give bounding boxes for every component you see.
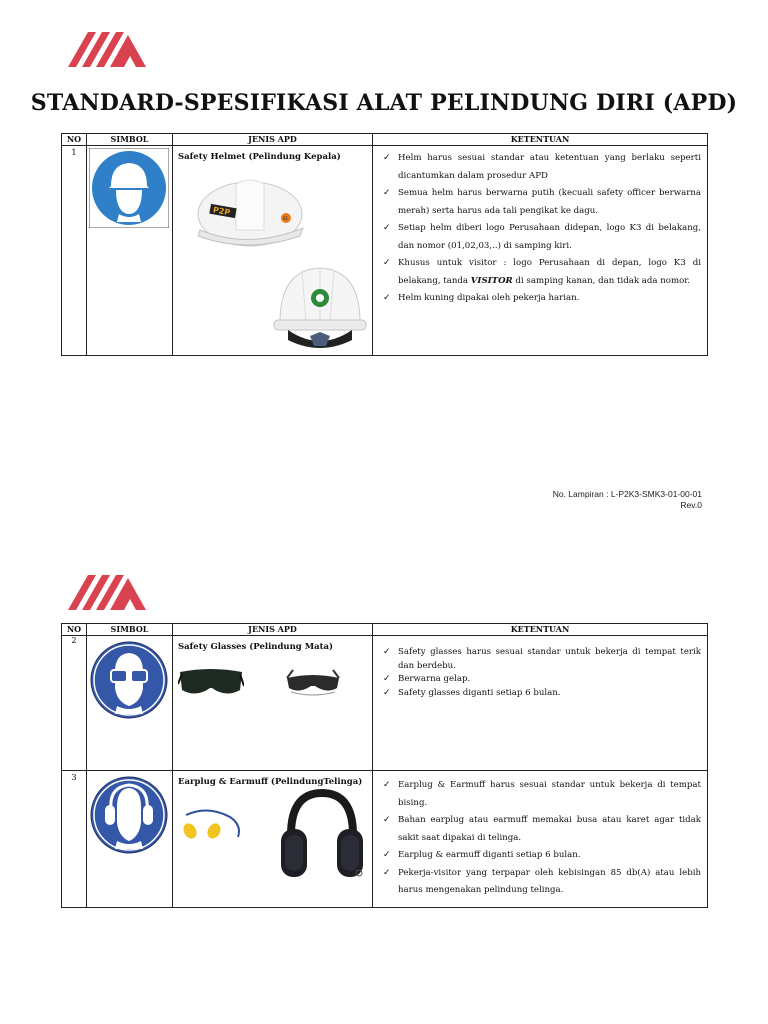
checkmark-icon: ✓ bbox=[383, 258, 391, 268]
checkmark-icon: ✓ bbox=[383, 867, 391, 878]
header-jenis: JENIS APD bbox=[173, 134, 373, 146]
header-simbol: SIMBOL bbox=[87, 624, 173, 636]
checkmark-icon: ✓ bbox=[383, 153, 391, 163]
table-header-row bbox=[62, 624, 708, 636]
sport-safety-glasses-image bbox=[285, 664, 341, 704]
company-logo bbox=[66, 30, 148, 68]
rules-list bbox=[373, 636, 707, 700]
list-item: ✓ Berwarna gelap. bbox=[383, 673, 701, 687]
list-item: ✓ Helm harus sesuai standar atau ketentuan yang berlaku seperti dicantumkan dalam prosedur APD bbox=[383, 150, 701, 185]
list-item: ✓ Khusus untuk visitor : logo Perusahaan di depan, logo K3 di belakang, tanda VISITOR di samping kanan, dan tidak ada nomor. bbox=[383, 255, 701, 290]
jenis-label: Earplug & Earmuff (PelindungTelinga) bbox=[178, 777, 363, 787]
checkmark-icon: ✓ bbox=[383, 780, 391, 790]
checkmark-icon: ✓ bbox=[383, 815, 391, 825]
document-reference bbox=[553, 489, 702, 511]
visitor-emphasis: VISITOR bbox=[470, 275, 513, 286]
white-helmet-front-image bbox=[188, 170, 308, 250]
dark-safety-glasses-image bbox=[178, 664, 244, 704]
helmet-logo-text: P2P bbox=[212, 205, 231, 218]
list-item: ✓ Helm kuning dipakai oleh pekerja harian. bbox=[383, 290, 701, 308]
symbol-cell bbox=[87, 771, 173, 908]
table-row bbox=[62, 146, 708, 356]
jenis-cell bbox=[173, 771, 373, 908]
header-jenis: JENIS APD bbox=[173, 624, 373, 636]
table-row bbox=[62, 771, 708, 908]
list-item: ✓ Safety glasses harus sesuai standar untuk bekerja di tempat terik dan berdebu. bbox=[383, 647, 701, 671]
page-title: STANDARD-SPESIFIKASI ALAT PELINDUNG DIRI (APD) bbox=[30, 90, 738, 116]
helmet-number: 01 bbox=[283, 216, 289, 221]
list-item: ✓ Pekerja-visitor yang terpapar oleh kebisingan 85 db(A) atau lebih harus mengenakan pelindung telinga. bbox=[383, 865, 701, 900]
list-item: ✓ Earplug & earmuff diganti setiap 6 bulan. bbox=[383, 847, 701, 865]
jenis-label: Safety Helmet (Pelindung Kepala) bbox=[178, 152, 341, 162]
table-row bbox=[62, 636, 708, 771]
table-header-row bbox=[62, 134, 708, 146]
earplug-image bbox=[178, 801, 252, 847]
row-number: 3 bbox=[62, 771, 87, 908]
header-simbol: SIMBOL bbox=[87, 134, 173, 146]
checkmark-icon: ✓ bbox=[383, 850, 391, 860]
checkmark-icon: ✓ bbox=[383, 674, 391, 684]
list-item: ✓ Setiap helm diberi logo Perusahaan didepan, logo K3 di belakang, dan nomor (01,02,03,..) di samping kiri. bbox=[383, 220, 701, 255]
earmuff-image bbox=[277, 789, 367, 885]
header-ketentuan: KETENTUAN bbox=[373, 134, 708, 146]
ear-protection-mandatory-icon bbox=[89, 775, 169, 855]
jenis-cell bbox=[173, 636, 373, 771]
checkmark-icon: ✓ bbox=[383, 687, 391, 698]
symbol-cell bbox=[87, 636, 173, 771]
checkmark-icon: ✓ bbox=[383, 223, 391, 233]
ketentuan-cell bbox=[373, 146, 708, 356]
list-item: ✓ Bahan earplug atau earmuff memakai busa atau karet agar tidak sakit saat dipakai di telinga. bbox=[383, 812, 701, 847]
helmet-mandatory-icon bbox=[89, 148, 169, 228]
list-item: ✓ Earplug & Earmuff harus sesuai standar untuk bekerja di tempat bising. bbox=[383, 777, 701, 812]
lampiran-number: No. Lampiran : L-P2K3-SMK3-01-00-01 bbox=[552, 489, 702, 499]
apd-table-1 bbox=[61, 133, 708, 356]
ketentuan-cell bbox=[373, 771, 708, 908]
rules-list bbox=[373, 146, 707, 308]
checkmark-icon: ✓ bbox=[383, 188, 391, 198]
row-number: 2 bbox=[62, 636, 87, 771]
rules-list bbox=[373, 771, 707, 900]
header-ketentuan: KETENTUAN bbox=[373, 624, 708, 636]
list-item: ✓ Semua helm harus berwarna putih (kecuali safety officer berwarna merah) serta harus ada tali pengikat ke dagu. bbox=[383, 185, 701, 220]
company-logo bbox=[66, 573, 148, 611]
header-no: NO bbox=[62, 624, 87, 636]
header-no: NO bbox=[62, 134, 87, 146]
list-item: ✓ Safety glasses diganti setiap 6 bulan. bbox=[383, 687, 701, 701]
jenis-label: Safety Glasses (Pelindung Mata) bbox=[178, 642, 334, 652]
apd-table-2 bbox=[61, 623, 708, 908]
jenis-cell bbox=[173, 146, 373, 356]
checkmark-icon: ✓ bbox=[383, 293, 391, 303]
eye-protection-mandatory-icon bbox=[89, 640, 169, 720]
checkmark-icon: ✓ bbox=[383, 647, 391, 657]
revision: Rev.0 bbox=[680, 500, 702, 510]
ketentuan-cell bbox=[373, 636, 708, 771]
symbol-cell bbox=[87, 146, 173, 356]
row-number: 1 bbox=[62, 146, 87, 356]
white-helmet-back-image bbox=[272, 262, 368, 352]
